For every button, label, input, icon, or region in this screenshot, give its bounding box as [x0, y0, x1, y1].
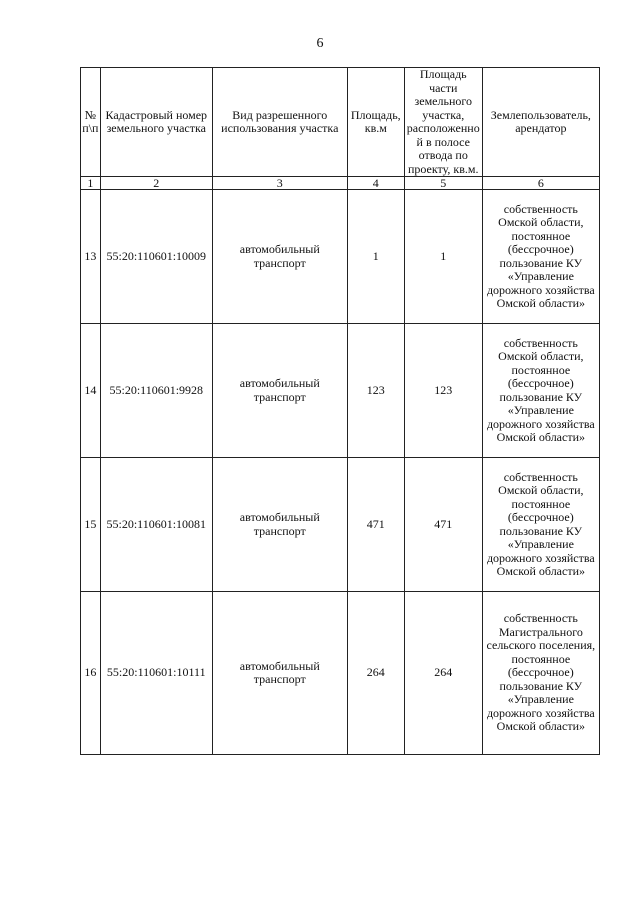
table-row [81, 458, 600, 592]
part-area-value: 264 [404, 592, 482, 755]
column-number: 5 [404, 177, 482, 190]
header-cadastral-number: Кадастровый номер земельного участка [100, 68, 212, 177]
land-user: собственность Омской области, постоянное (бессрочное) пользование КУ «Управление дорожного хозяйства Омской области» [482, 190, 599, 324]
row-number: 14 [81, 324, 101, 458]
column-number: 4 [347, 177, 404, 190]
table-row [81, 190, 600, 324]
area-value: 471 [347, 458, 404, 592]
part-area-value: 123 [404, 324, 482, 458]
land-user: собственность Магистрального сельского поселения, постоянное (бессрочное) пользование КУ «Управление дорожного хозяйства Омской области» [482, 592, 599, 755]
row-number: 15 [81, 458, 101, 592]
table-header-row [81, 68, 600, 177]
row-number: 16 [81, 592, 101, 755]
column-number: 2 [100, 177, 212, 190]
column-numbers-row [81, 177, 600, 190]
column-number: 1 [81, 177, 101, 190]
header-land-user: Землепользователь, арендатор [482, 68, 599, 177]
cadastral-number: 55:20:110601:9928 [100, 324, 212, 458]
header-part-area: Площадь части земельного участка, расположенной в полосе отвода по проекту, кв.м. [404, 68, 482, 177]
area-value: 1 [347, 190, 404, 324]
land-plots-table [80, 67, 600, 755]
area-value: 123 [347, 324, 404, 458]
column-number: 6 [482, 177, 599, 190]
cadastral-number: 55:20:110601:10009 [100, 190, 212, 324]
header-area: Площадь, кв.м [347, 68, 404, 177]
table-row [81, 324, 600, 458]
row-number: 13 [81, 190, 101, 324]
cadastral-number: 55:20:110601:10081 [100, 458, 212, 592]
header-permitted-use: Вид разрешенного использования участка [212, 68, 347, 177]
permitted-use: автомобильный транспорт [212, 190, 347, 324]
land-user: собственность Омской области, постоянное (бессрочное) пользование КУ «Управление дорожного хозяйства Омской области» [482, 324, 599, 458]
page-number: 6 [316, 36, 324, 51]
part-area-value: 471 [404, 458, 482, 592]
header-number: № п\п [81, 68, 101, 177]
area-value: 264 [347, 592, 404, 755]
column-number: 3 [212, 177, 347, 190]
cadastral-number: 55:20:110601:10111 [100, 592, 212, 755]
permitted-use: автомобильный транспорт [212, 592, 347, 755]
permitted-use: автомобильный транспорт [212, 324, 347, 458]
permitted-use: автомобильный транспорт [212, 458, 347, 592]
land-user: собственность Омской области, постоянное (бессрочное) пользование КУ «Управление дорожного хозяйства Омской области» [482, 458, 599, 592]
table-row [81, 592, 600, 755]
part-area-value: 1 [404, 190, 482, 324]
